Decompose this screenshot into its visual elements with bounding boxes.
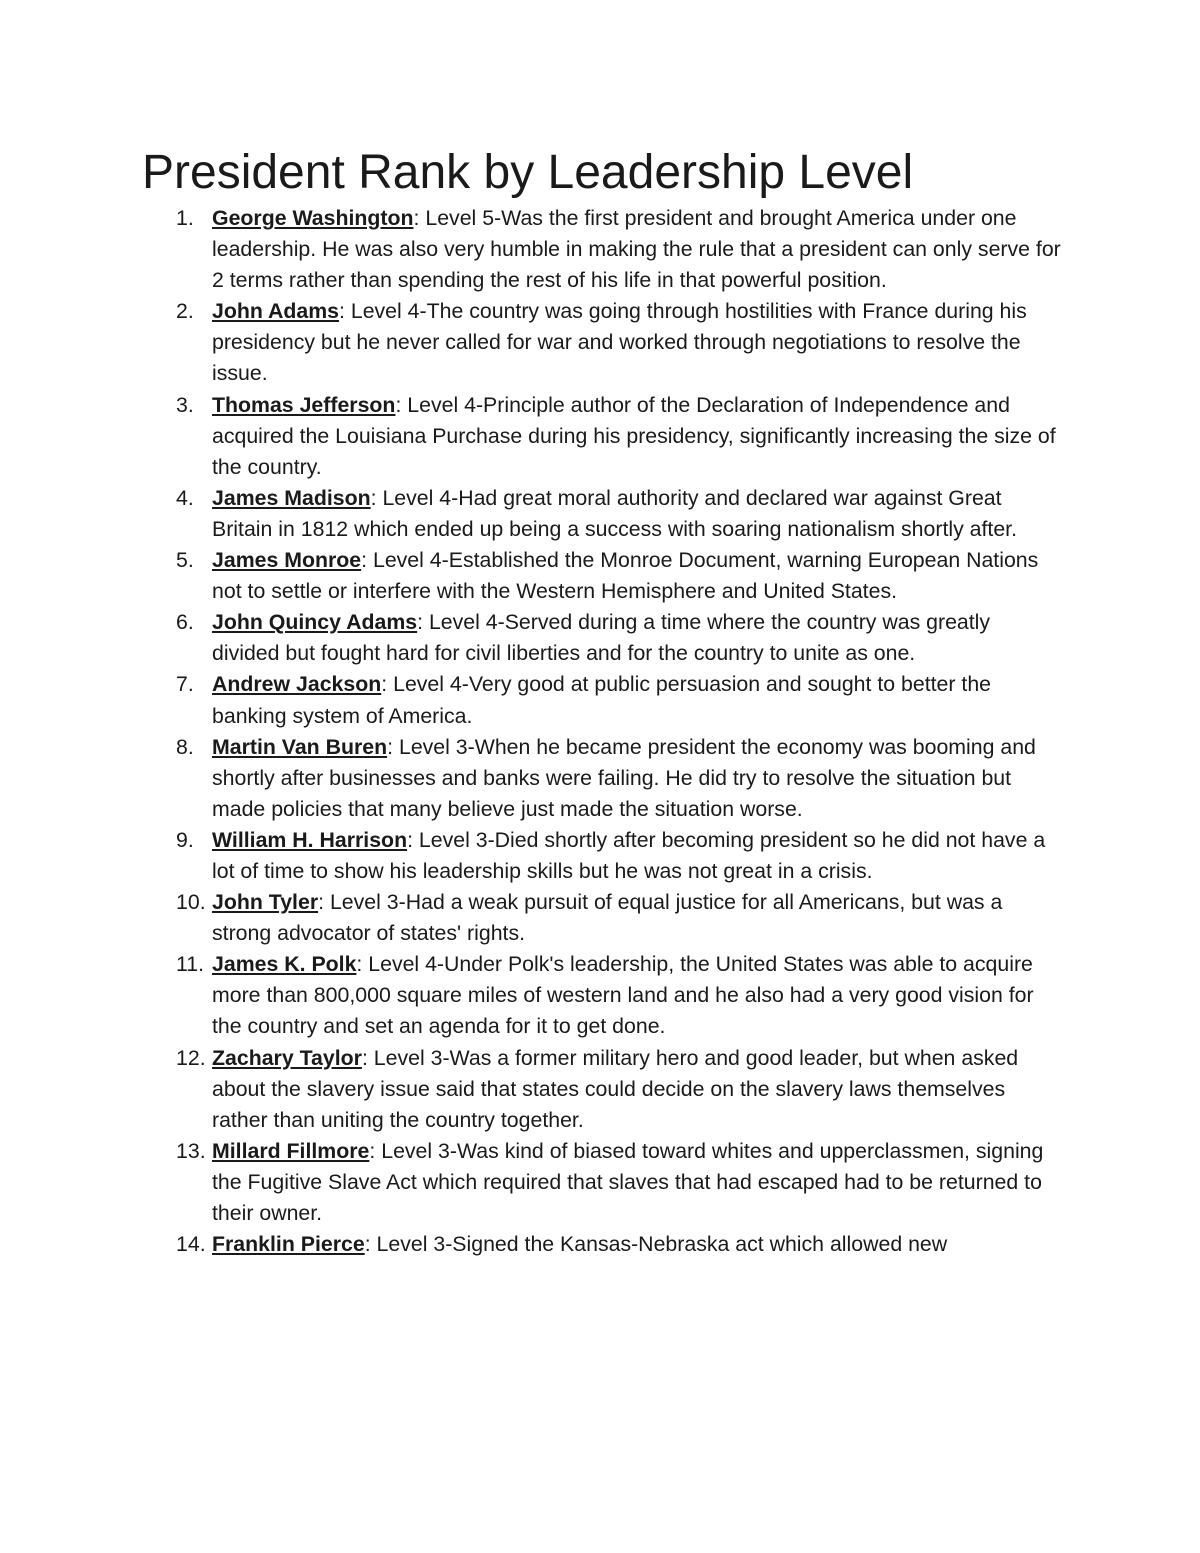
page-title: President Rank by Leadership Level <box>142 146 914 199</box>
list-item <box>142 390 1062 483</box>
president-name: Zachary Taylor <box>212 1045 362 1070</box>
list-item <box>142 607 1062 669</box>
item-description: : Level 4-Established the Monroe Document, warning European Nations not to settle or interfere with the Western Hemisphere and United States. <box>212 548 1039 604</box>
list-item <box>142 1136 1062 1229</box>
item-description: : Level 3-Was a former military hero and good leader, but when asked about the slavery issue said that states could decide on the slavery laws themselves rather than uniting the country together. <box>212 1045 1019 1132</box>
list-item <box>142 1229 1062 1260</box>
item-description: : Level 4-Very good at public persuasion and sought to better the banking system of America. <box>212 672 992 728</box>
item-number: 9. <box>176 827 194 852</box>
list-item <box>142 296 1062 389</box>
president-name: John Adams <box>212 299 340 324</box>
list-item <box>142 203 1062 296</box>
president-name: Franklin Pierce <box>212 1232 365 1257</box>
item-description: : Level 3-When he became president the economy was booming and shortly after businesses and banks were failing. He did try to resolve the situation but made policies that many believe just made the situation worse. <box>212 734 1036 821</box>
list-item <box>142 545 1062 607</box>
item-number: 5. <box>176 548 194 573</box>
president-name: Martin Van Buren <box>212 734 388 759</box>
item-number: 2. <box>176 299 194 324</box>
item-description: : Level 4-Served during a time where the country was greatly divided but fought hard for civil liberties and for the country to unite as one. <box>212 610 991 666</box>
item-number: 13. <box>176 1138 206 1163</box>
list-item <box>142 1043 1062 1136</box>
item-description: : Level 3-Died shortly after becoming president so he did not have a lot of time to show his leadership skills but he was not great in a crisis. <box>212 827 1046 883</box>
president-name: James K. Polk <box>212 952 357 977</box>
president-list <box>142 203 1062 1260</box>
item-number: 11. <box>176 952 205 977</box>
list-item <box>142 732 1062 825</box>
item-number: 6. <box>176 610 194 635</box>
item-description: : Level 5-Was the first president and brought America under one leadership. He was also very humble in making the rule that a president can only serve for 2 terms rather than spending the rest of his life in that powerful position. <box>212 206 1061 293</box>
president-name: John Quincy Adams <box>212 610 418 635</box>
president-name: Andrew Jackson <box>212 672 382 697</box>
president-name: Thomas Jefferson <box>212 392 396 417</box>
list-item <box>142 949 1062 1042</box>
item-number: 3. <box>176 392 194 417</box>
item-number: 1. <box>176 206 194 230</box>
item-number: 14. <box>176 1232 206 1257</box>
president-name: Millard Fillmore <box>212 1138 370 1163</box>
item-description: : Level 3-Signed the Kansas-Nebraska act which allowed new <box>364 1232 948 1257</box>
item-description: : Level 4-Under Polk's leadership, the United States was able to acquire more than 800,000 square miles of western land and he also had a very good vision for the country and set an agenda for it to get done. <box>212 952 1034 1039</box>
list-item <box>142 483 1062 545</box>
list-item <box>142 669 1062 731</box>
item-number: 12. <box>176 1045 206 1070</box>
item-number: 10. <box>176 890 206 915</box>
item-description: : Level 4-The country was going through hostilities with France during his presidency but he never called for war and worked through negotiations to resolve the issue. <box>212 299 1027 386</box>
item-number: 8. <box>176 734 194 759</box>
president-name: James Madison <box>212 485 371 510</box>
list-item <box>142 887 1062 949</box>
president-name: George Washington <box>212 206 414 230</box>
item-description: : Level 4-Principle author of the Declaration of Independence and acquired the Louisiana Purchase during his presidency, significantly increasing the size of the country. <box>212 392 1056 479</box>
list-item <box>142 825 1062 887</box>
president-name: William H. Harrison <box>212 827 408 852</box>
item-description: : Level 4-Had great moral authority and declared war against Great Britain in 1812 which ended up being a success with soaring nationalism shortly after. <box>212 485 1018 541</box>
item-number: 4. <box>176 485 194 510</box>
item-description: : Level 3-Was kind of biased toward whites and upperclassmen, signing the Fugitive Slave Act which required that slaves that had escaped had to be returned to their owner. <box>212 1138 1044 1225</box>
item-description: : Level 3-Had a weak pursuit of equal justice for all Americans, but was a strong advocator of states' rights. <box>212 890 1003 946</box>
president-name: James Monroe <box>212 548 362 573</box>
president-name: John Tyler <box>212 890 319 915</box>
item-number: 7. <box>176 672 194 697</box>
